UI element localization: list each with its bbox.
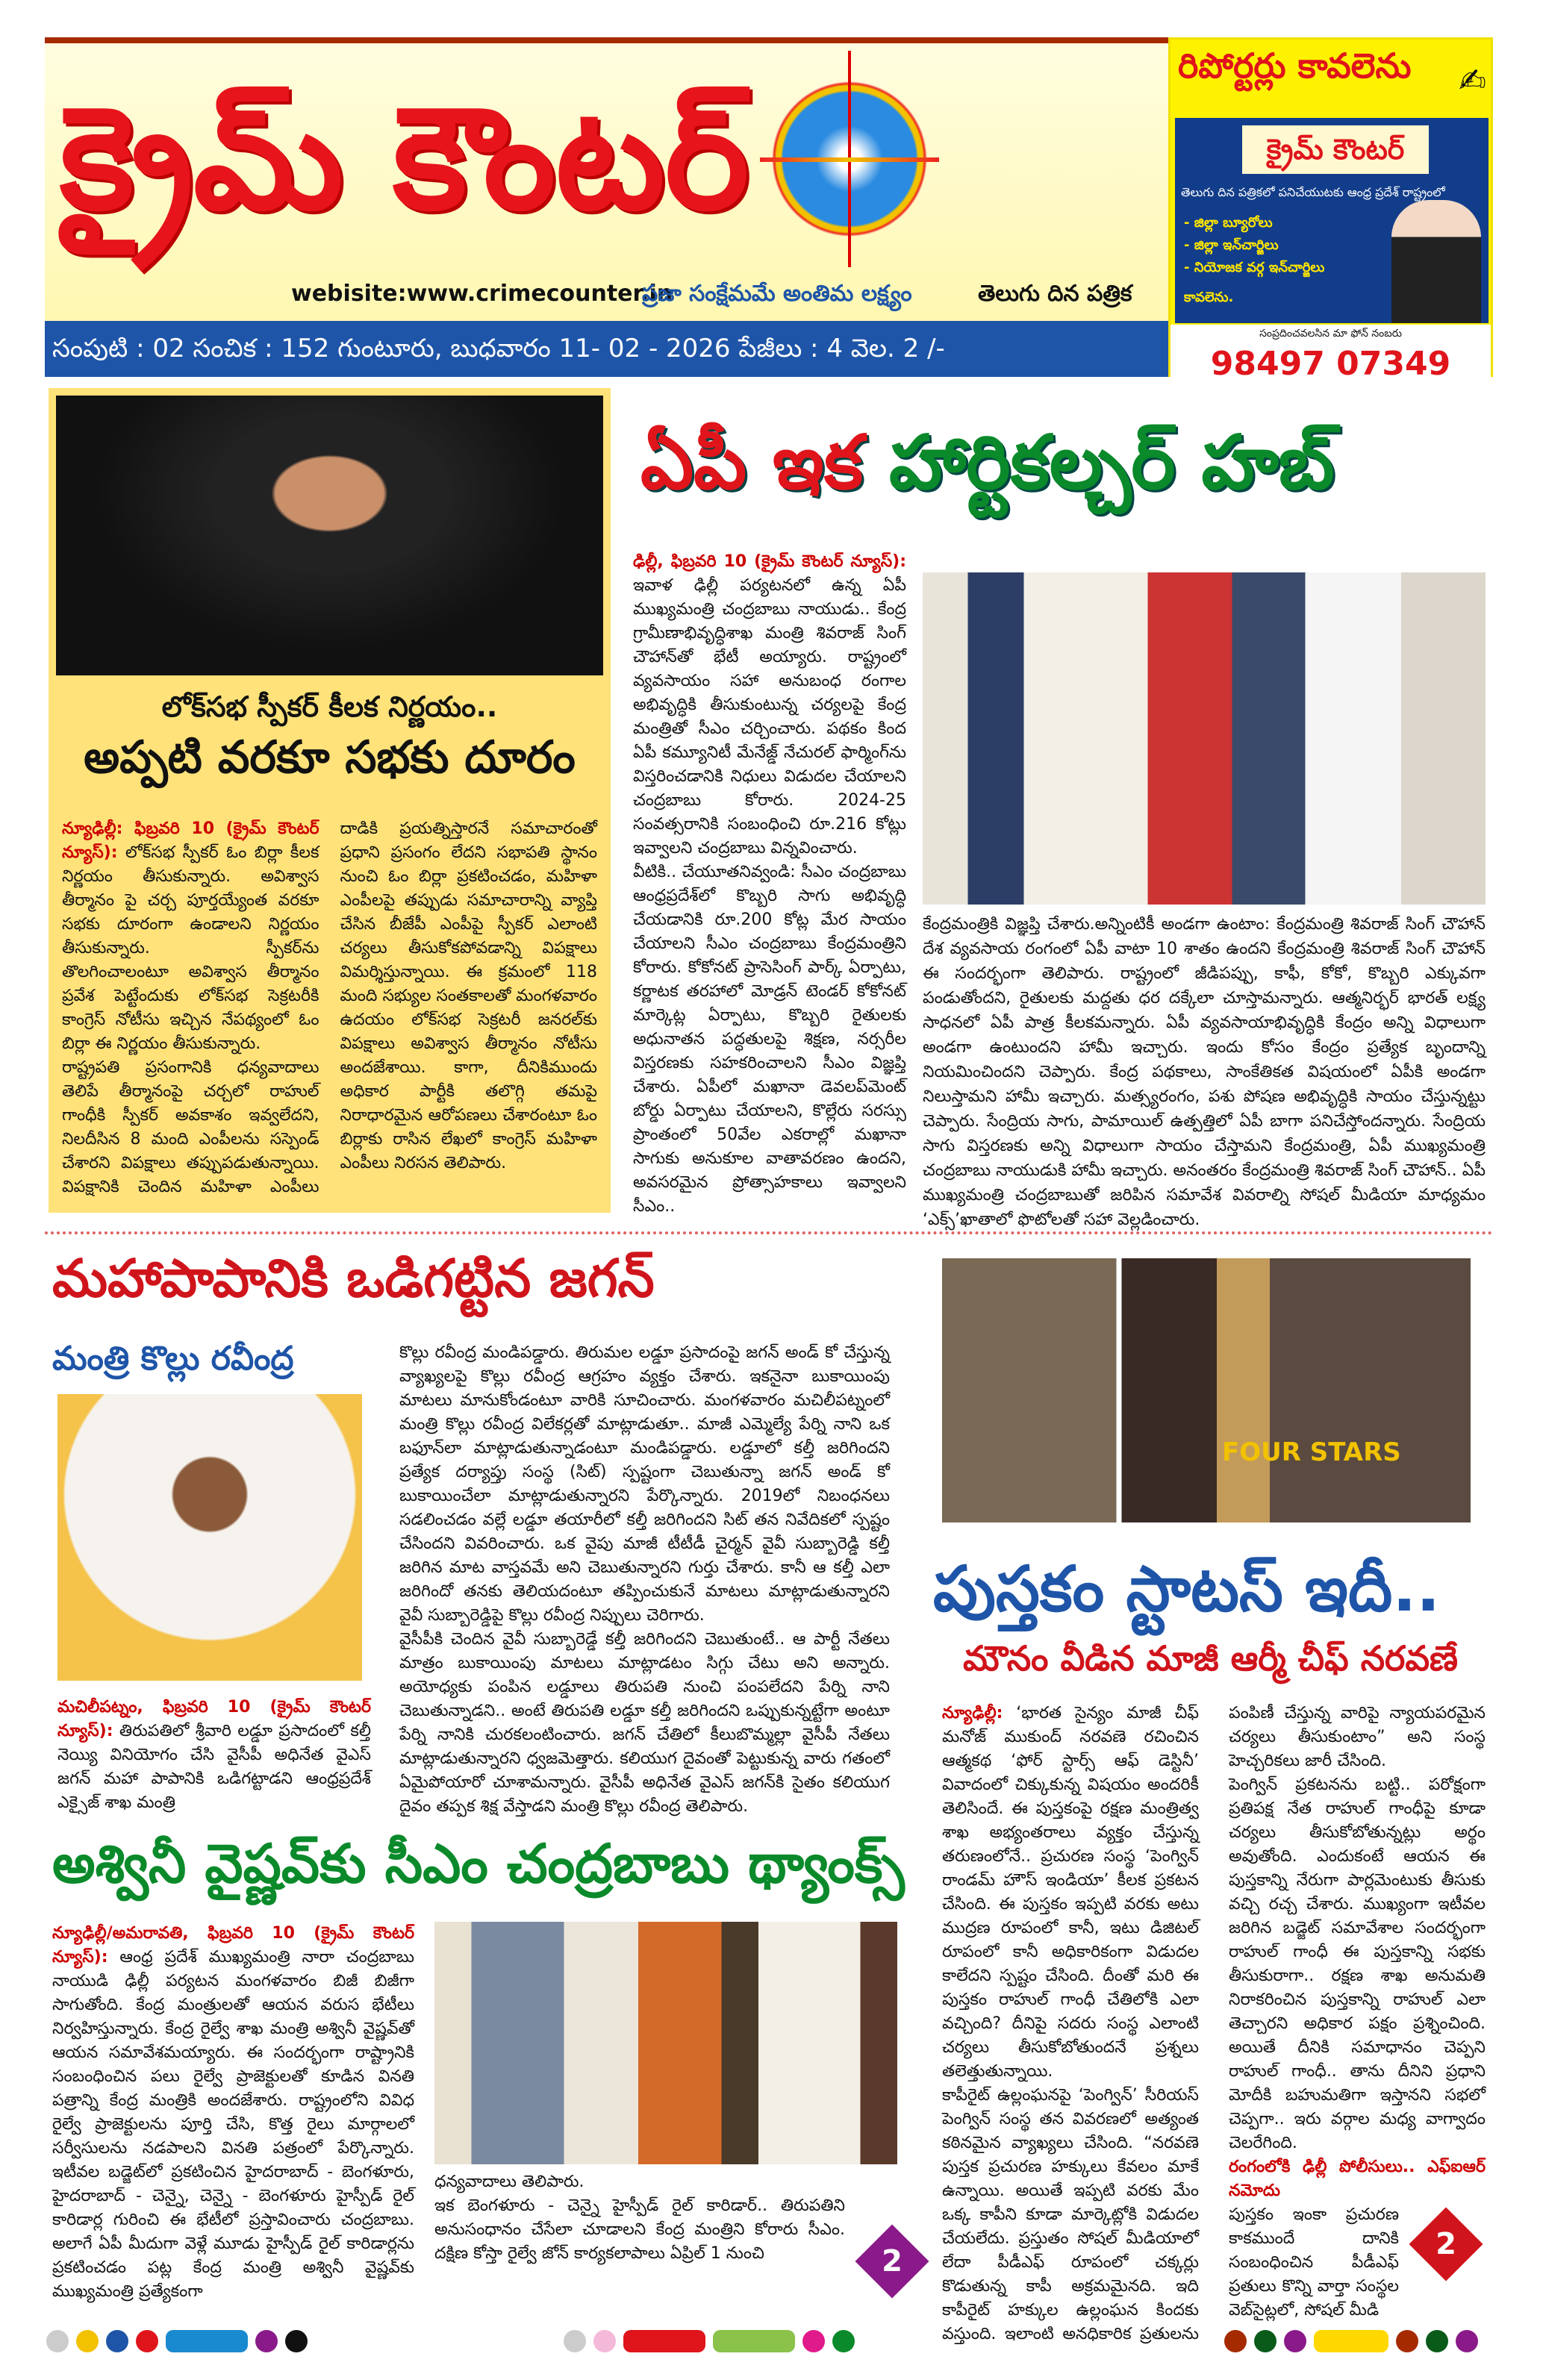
ad-panel: [1175, 118, 1489, 323]
issue-info-bar: సంపుటి : 02 సంచిక : 152 గుంటూరు, బుధవారం 11- 02 - 2026 పేజీలు : 4 వెల. 2 /-: [45, 321, 1168, 377]
inline-subhead: రంగంలోకి ఢిల్లీ పోలీసులు.. ఎఫ్ఐఆర్ నమోదు: [1229, 2158, 1486, 2200]
paragraph: రాష్ట్రపతి ప్రసంగానికి ధన్యవాదాలు తెలిపే తీర్మానంపై చర్చలో రాహుల్ గాంధీకి స్పీకర్ అవకాశం ఇవ్వలేదని, నిలదీసిన 8 మంది ఎంపీలను సస్పెండ్ చేశారని విపక్షాలు తప్పుపడుతున్నాయి. విపక్షానికి చెందిన మహిళా ఎంపీలు దాడికి ప్రయత్నిస్తారనే సమాచారంతో ప్రధాని ప్రసంగం లేదని సభాపతి స్థానం నుంచి ఓం బిర్లా ప్రకటించడం, మహిళా ఎంపీలపై తప్పుడు సమాచారాన్ని వ్యాప్తి చేసిన బీజేపీ ఎంపీపై స్పీకర్ ఎలాంటి చర్యలు తీసుకోకపోవడాన్ని విపక్షాలు విమర్శిస్తున్నాయి. ఈ క్రమంలో 118 మంది సభ్యుల సంతకాలతో మంగళవారం ఉదయం లోక్‌సభ సెక్రటరీ జనరల్‌కు విపక్షాలు అవిశ్వాస తీర్మానం నోటీసు అందజేశాయి. కాగా, దీనికిముందు అధికార పార్టీకి తలొగ్గి తమపై నిరాధారమైన ఆరోపణలు చేశారంటూ ఓం బిర్లాకు రాసిన లేఖలో కాంగ్రెస్ మహిళా ఎంపీలు నిరసన తెలిపారు.: [62, 819, 597, 1196]
dateline: న్యూఢిల్లీ: ఫిబ్రవరి 10 (క్రైమ్ కౌంటర్ న్యూస్):: [62, 819, 319, 862]
paragraph: తిరుపతిలో శ్రీవారి లడ్డూ ప్రసాదంలో కల్తీ నెయ్యి వినియోగం చేసి వైసీపీ అధినేత వైఎస్ జగన్ మహా పాపానికి ఒడిగట్టాడని ఆంధ్రప్రదేశ్ ఎక్సైజ్ శాఖ మంత్రి: [57, 1722, 371, 1812]
naravane-rahul-photo: [942, 1258, 1471, 1522]
speaker-photo: [56, 396, 603, 675]
paragraph: ఆంధ్ర ప్రదేశ్ ముఖ్యమంత్రి నారా చంద్రబాబు నాయుడి ఢిల్లీ పర్యటన మంగళవారం బిజీ బిజీగా సాగుతోంది. కేంద్ర మంత్రులతో ఆయన వరుస భేటీలు నిర్వహిస్తున్నారు. కేంద్ర రైల్వే శాఖ మంత్రి అశ్వినీ వైష్ణవ్‌తో ఆయన సమావేశమయ్యారు. ఈ సందర్భంగా రాష్ట్రానికి సంబంధించిన పలు రైల్వే ప్రాజెక్టులతో కూడిన వినతి పత్రాన్ని కేంద్ర మంత్రికి అందజేశారు. రాష్ట్రంలోని వివిధ రైల్వే ప్రాజెక్టులను పూర్తి చేసి, కొత్త రైలు మార్గాలలో సర్వీసులను నడపాలని వినతి పత్రంలో పేర్కొన్నారు. ఇటీవల బడ్జెట్‌లో ప్రకటించిన హైదరాబాద్ - బెంగళూరు, హైదరాబాద్ - చెన్నై, చెన్నై - బెంగళూరు హైస్పీడ్ రైల్ కారిడార్ల గురించి ఈ భేటీలో ప్రస్తావించారు చంద్రబాబు. అలాగే ఏపీ మీదుగా వెళ్లే మూడు హైస్పీడ్ రైల్ కారిడార్లను ప్రకటించడం పట్ల కేంద్ర మంత్రి అశ్వినీ వైష్ణవ్‌కు ముఖ్యమంత్రి ప్రత్యేకంగా: [52, 1948, 414, 2301]
ad-contact: [1171, 325, 1491, 383]
article-body: [942, 1702, 1486, 2346]
headline-part: హార్టికల్చర్ హబ్: [888, 419, 1335, 506]
ad-item: - జిల్లా ఇన్‌చార్జిలు: [1184, 237, 1279, 253]
ad-item: - జిల్లా బ్యూరోలు: [1184, 215, 1273, 231]
paragraph: పుస్తకం ఇంకా ప్రచురణ కాకముందే దానికి సంబంధించిన పీడీఎఫ్ ప్రతులు కొన్ని వార్తా సంస్థల వెబ్‌సైట్లలో, సోషల్ మీడి: [1229, 2205, 1399, 2320]
dateline: న్యూఢిల్లీ/అమరావతి, ఫిబ్రవరి 10 (క్రైమ్ కౌంటర్ న్యూస్):: [52, 1924, 414, 1967]
ad-model-photo: [1391, 200, 1481, 323]
dateline: మచిలీపట్నం, ఫిబ్రవరి 10 (క్రైమ్ కౌంటర్ న్యూస్):: [57, 1698, 371, 1740]
masthead: [45, 37, 1168, 377]
logo-group: [60, 43, 928, 275]
ad-title: రిపోర్టర్లు కావలెను: [1178, 46, 1412, 86]
dateline: న్యూఢిల్లీ:: [942, 1704, 1003, 1722]
article-headline: పుస్తకం స్టాటస్ ఇదీ..: [933, 1552, 1441, 1625]
article-horticulture-col: [633, 550, 906, 1219]
article-headline: మహాపాపానికి ఒడిగట్టిన జగన్: [52, 1248, 655, 1309]
phone-label: సంప్రదించవలసిన మా ఫోన్ నంబరు: [1171, 325, 1491, 345]
reporters-wanted-ad: [1168, 37, 1493, 383]
article-byline: మంత్రి కొల్లు రవీంద్ర: [52, 1340, 294, 1378]
article-headline: అప్పటి వరకూ సభకు దూరం: [84, 731, 576, 784]
article-tail: [1229, 2203, 1486, 2323]
article-body: [62, 817, 597, 1199]
website[interactable]: webisite:www.crimecounter.in: [291, 281, 673, 307]
article-body-cont: [434, 2170, 845, 2266]
paragraph: ఇక బెంగళూరు - చెన్నై హైస్పీడ్ రైల్ కారిడార్.. తిరుపతిని అనుసంధానం చేసేలా చూడాలని కేంద్ర మంత్రిని కోరారు సీఎం. దక్షిణ కోస్తా రైల్వే జోన్ కార్యకలాపాలు ఏప్రిల్ 1 నుంచి: [434, 2196, 845, 2263]
ad-logo: క్రైమ్ కౌంటర్: [1242, 125, 1429, 174]
color-registration-marks: [46, 2330, 308, 2352]
article-horticulture-wide: కేంద్రమంత్రికి విజ్ఞప్తి చేశారు.అన్నింటికీ అండగా ఉంటాం: కేంద్రమంత్రి శివరాజ్ సింగ్ చౌహాన్ దేశ వ్యవసాయ రంగంలో ఏపీ వాటా 10 శాతం ఉందని కేంద్రమంత్రి శివరాజ్ సింగ్ చౌహాన్ ఈ సందర్భంగా తెలిపారు. రాష్ట్రంలో జీడిపప్పు, కాఫీ, కోకో, కొబ్బరి ఎక్కువగా పండుతోందని, రైతులకు మద్దతు ధర దక్కేలా చూస్తామన్నారు. ఆత్మనిర్భర్ భారత్ లక్ష్య సాధనలో ఏపీ పాత్ర కీలకమన్నారు. ఏపీ వ్యవసాయాభివృద్ధికి కేంద్రం అన్ని విధాలుగా అండగా ఉంటుందని హామీ ఇచ్చారు. ఇందు కోసం కేంద్రం ప్రత్యేక బృందాన్ని నియమించిందని చెప్పారు. కేంద్ర పథకాలు, సాంకేతికత విషయంలో ఏపీకి అండగా నిలుస్తామని హామీ ఇచ్చారు. మత్స్యరంగం, పశు పోషణ అభివృద్ధికి సాయం చేస్తున్నట్టు చెప్పారు. సేంద్రియ సాగు, పామాయిల్ ఉత్పత్తిలో ఏపీ బాగా పనిచేస్తోందన్నారు. సేంద్రియ సాగు విస్తరణకు అన్ని విధాలుగా సాయం చేస్తామని కేంద్రమంత్రి, ఏపీ ముఖ్యమంత్రి చంద్రబాబు నాయుడుకి హామీ ఇచ్చారు. అనంతరం కేంద్రమంత్రి శివరాజ్ సింగ్ చౌహాన్.. ఏపీ ముఖ్యమంత్రి చంద్రబాబుతో జరిపిన సమావేశ వివరాల్ని సోషల్ మీడియా మాధ్యమం ‘ఎక్స్’ఖాతాలో ఫొటోలతో సహా వెల్లడించారు.: [923, 915, 1486, 1229]
paragraph: కొల్లు రవీంద్ర మండిపడ్డారు. తిరుమల లడ్డూ ప్రసాదంపై జగన్ అండ్ కో చేస్తున్న వ్యాఖ్యలపై కొల్లు రవీంద్ర ఆగ్రహం వ్యక్తం చేశారు. ఇకనైనా బుకాయింపు మాటలు మానుకోండంటూ వారికి సూచించారు. మంగళవారం మచిలీపట్నంలో మంత్రి కొల్లు రవీంద్ర విలేకర్లతో మాట్లాడుతూ.. మాజీ ఎమ్మెల్యే పేర్ని నాని ఒక బఫూన్‌లా మాట్లాడుతున్నాడంటూ మండిపడ్డారు. లడ్డూలో కల్తీ జరిగిందని ప్రత్యేక దర్యాప్తు సంస్థ (సిట్) స్పష్టంగా చెబుతున్నా జగన్ అండ్ కో బుకాయించేలా మాట్లాడుతున్నారని పేర్కొన్నారు. 2019లో నిబంధనలు సడలించడం వల్లే లడ్డూ తయారీలో కల్తీ జరిగిందని సిట్ తన నివేదికలో స్పష్టం చేసిందని వివరించారు. ఒక వైపు మాజీ టీటీడీ చైర్మన్ వైవీ సుబ్బారెడ్డి కల్తీ జరిగిన మాట వాస్తవమే అని చెబుతున్నారని గుర్తు చేశారు. కానీ ఆ కల్తీ ఎలా జరిగిందో తనకు తెలియదంటూ తప్పించుకునే మాటలు మాట్లాడుతున్నారని వైవీ సుబ్బారెడ్డిపై కొల్లు రవీంద్ర నిప్పులు చెరిగారు.: [399, 1343, 890, 1625]
color-registration-marks: [1224, 2330, 1478, 2352]
article-intro: [57, 1696, 371, 1815]
color-registration-marks: [564, 2330, 855, 2352]
headline-part: ఏపీ ఇక: [640, 419, 889, 506]
ad-intro: తెలుగు దిన పత్రికలో పనిచేయుటకు ఆంధ్ర ప్రదేశ్ రాష్ట్రంలో: [1181, 185, 1445, 199]
paragraph: వైసీపీకి చెందిన వైవీ సుబ్బారెడ్డే కల్తీ జరిగిందని చెబుతుంటే.. ఆ పార్టీ నేతలు మాత్రం బుకాయింపు మాటలు మాట్లాడటం సిగ్గు చేటు అని అన్నారు. అయోధ్యకు పంపిన లడ్డూలు తిరుపతి నుంచి పంపలేదని పేర్ని నాని చెబుతున్నాడని.. అంటే తిరుపతి లడ్డూ కల్తీ జరిగిందని ఒప్పుకున్నట్టేగా అంటూ పేర్ని నానికి చురకలంటించారు. జగన్ చేతిలో కీలుబొమ్మల్లా వైసీపీ నేతలు మాట్లాడుతున్నారని ధ్వజమెత్తారు. కలియుగ దైవంతో పెట్టుకున్న వారు గతంలో ఏమైపోయారో చూశామన్నారు. వైసీపీ అధినేత వైఎస్ జగన్‌కి సైతం కలియుగ దైవం తప్పక శిక్ష వేస్తాడని మంత్రి కొల్లు రవీంద్ర తెలిపారు.: [399, 1630, 890, 1816]
paragraph: వీటికి.. చేయూతనివ్వండి: సీఎం చంద్రబాబు ఆంధ్రప్రదేశ్‌లో కొబ్బరి సాగు అభివృద్ధి చేయడానికి రూ.200 కోట్ల మేర సాయం చేయాలని సీఎం చంద్రబాబు కేంద్రమంత్రిని కోరారు. కోకోనట్ ప్రాసెసింగ్ పార్క్ ఏర్పాటు, కర్ణాటక తరహాలో మోడ్రన్ టెండర్ కోకోనట్ మార్కెట్ల ఏర్పాటు, కొబ్బరి రైతులకు అధునాతన పద్ధతులపై శిక్షణ, నర్సరీల విస్తరణకు సహకరించాలని సీఎం విజ్ఞప్తి చేశారు. ఏపీలో మఖానా డెవలప్‌మెంట్ బోర్డు ఏర్పాటు చేయాలని, కొల్లేరు సరస్సు ప్రాంతంలో 50వేల ఎకరాల్లో మఖానా సాగుకు అనుకూల వాతావరణం ఉందని, అవసరమైన ప్రోత్సాహకాలు ఇవ్వాలని సీఎం..: [633, 863, 906, 1216]
cm-meeting-photo: [923, 572, 1486, 905]
continued-badge[interactable]: 2: [1409, 2208, 1483, 2281]
continued-badge[interactable]: 2: [855, 2225, 929, 2299]
slogan: ప్రజా సంక్షేమమే అంతిమ లక్ష్యం: [642, 281, 912, 307]
article-lok-sabha: [49, 388, 611, 1213]
paragraph: కాపీరైట్ ఉల్లంఘనపై ‘పెంగ్విన్’ సీరియస్ పెంగ్విన్ సంస్థ తన వివరణలో అత్యంత కఠినమైన వ్యాఖ్యలు చేసింది. “నరవణె పుస్తక ప్రచురణ హక్కులు కేవలం మాకే ఉన్నాయి. అయితే ఇప్పటి వరకు మేం ఒక్క కాపీని కూడా మార్కెట్లోకి విడుదల చేయలేదు. ప్రస్తుతం సోషల్ మీడియాలో లేదా పీడీఎఫ్ రూపంలో చక్కర్లు కొడుతున్న కాపీ అక్రమమైనది. ఇది కాపీరైట్ హక్కుల ఉల్లంఘన కిందకు వస్తుంది. ఇలాంటి అనధికారిక ప్రతులను పంపిణీ చేస్తున్న వారిపై న్యాయపరమైన చర్యలు తీసుకుంటాం” అని సంస్థ హెచ్చరికలు జారీ చేసింది.: [942, 1704, 1486, 2343]
article-body: [52, 1922, 414, 2304]
main-headline: [640, 403, 1335, 522]
book-cover-text: FOUR STARS: [1222, 1437, 1401, 1467]
article-subhead: మౌనం వీడిన మాజీ ఆర్మీ చీఫ్ నరవణే: [963, 1638, 1459, 1678]
paragraph: పెంగ్విన్ ప్రకటనను బట్టి.. పరోక్షంగా ప్రతిపక్ష నేత రాహుల్ గాంధీపై కూడా చర్యలు తీసుకోబోతున్నట్లు అర్థం అవుతోంది. ఎందుకంటే ఆయన ఈ పుస్తకాన్ని నేరుగా పార్లమెంటుకు తీసుకు వచ్చి రచ్చ చేశారు. ముఖ్యంగా ఇటీవల జరిగిన బడ్జెట్ సమావేశాల సందర్భంగా రాహుల్ గాంధీ ఈ పుస్తకాన్ని సభకు తీసుకురాగా.. రక్షణ శాఖ అనుమతి నిరాకరించిన పుస్తకాన్ని రాహుల్ ఎలా తెచ్చారని అధికార పక్షం ప్రశ్నించింది. అయితే దీనికి సమాధానం చెప్పని రాహుల్ గాంధీ.. తాను దీనిని ప్రధాని మోదీకి బహుమతిగా ఇస్తానని సభలో చెప్పగా.. ఇరు వర్గాల మధ్య వాగ్వాదం చెలరేగింది.: [1229, 1775, 1486, 2152]
dateline: ఢిల్లీ, ఫిబ్రవరి 10 (క్రైమ్ కౌంటర్ న్యూస్):: [633, 552, 906, 571]
paragraph: ‘భారత సైన్యం మాజీ చీఫ్ మనోజ్ ముకుంద్ నరవణె రచించిన ఆత్మకథ ‘ఫోర్ స్టార్స్ ఆఫ్ డెస్టినీ’ వివాదంలో చిక్కుకున్న విషయం అందరికీ తెలిసిందే. ఈ పుస్తకంపై రక్షణ మంత్రిత్వ శాఖ అభ్యంతరాలు వ్యక్తం చేస్తున్న తరుణంలోనే.. ప్రచురణ సంస్థ ‘పెంగ్విన్ రాండమ్ హౌస్ ఇండియా’ కీలక ప్రకటన చేసింది. ఈ పుస్తకం ఇప్పటి వరకు అటు ముద్రణ రూపంలో కానీ, ఇటు డిజిటల్ రూపంలో కానీ అధికారికంగా విడుదల కాలేదని స్పష్టం చేసింది. దీంతో మరి ఈ పుస్తకం రాహుల్ గాంధీ చేతిలోకి ఎలా వచ్చింది? దీనిపై సదరు సంస్థ ఎలాంటి చర్యలు తీసుకోబోతుందనే ప్రశ్నలు తలెత్తుతున్నాయి.: [942, 1704, 1199, 2081]
article-kicker: లోక్‌సభ స్పీకర్ కీలక నిర్ణయం..: [161, 690, 498, 723]
article-body: [399, 1341, 890, 1819]
newspaper-logo: క్రైమ్ కౌంటర్: [60, 76, 749, 241]
article-headline: అశ్వినీ వైష్ణవ్‌కు సీఎం చంద్రబాబు థ్యాంక్స్: [52, 1832, 905, 1895]
cm-railway-minister-photo: [434, 1922, 897, 2164]
globe-emblem-icon: [771, 81, 928, 237]
ad-item: కావలెను.: [1184, 290, 1234, 305]
ad-item: - నియోజక వర్గ ఇన్‌చార్జిలు: [1184, 260, 1325, 275]
paragraph: ఇవాళ ఢిల్లీ పర్యటనలో ఉన్న ఏపీ ముఖ్యమంత్రి చంద్రబాబు నాయుడు.. కేంద్ర గ్రామీణాభివృద్ధిశాఖ మంత్రి శివరాజ్ సింగ్ చౌహాన్‌తో భేటీ అయ్యారు. రాష్ట్రంలో వ్యవసాయం సహా అనుబంధ రంగాల అభివృద్ధికి తీసుకుంటున్న చర్యలపై కేంద్ర మంత్రితో సీఎం చర్చించారు. పథకం కింద ఏపీ కమ్యూనిటీ మేనేజ్డ్ నేచురల్ ఫార్మింగ్‌ను విస్తరించడానికి నిధులు విడుదల చేయాలని చంద్రబాబు కోరారు. 2024-25 సంవత్సరానికి సంబంధించి రూ.216 కోట్లు ఇవ్వాలని చంద్రబాబు విన్నవించారు.: [633, 576, 906, 858]
paper-type: తెలుగు దిన పత్రిక: [978, 281, 1132, 307]
writing-hand-icon: ✍: [1459, 62, 1486, 100]
paragraph: లోక్‌సభ స్పీకర్ ఓం బిర్లా కీలక నిర్ణయం తీసుకున్నారు. అవిశ్వాస తీర్మానం పై చర్చ పూర్తయ్యేంత వరకూ సభకు దూరంగా ఉండాలని నిర్ణయం తీసుకున్నారు. స్పీకర్‌ను తొలగించాలంటూ అవిశ్వాస తీర్మానం ప్రవేశ పెట్టేందుకు లోక్‌సభ సెక్రటరీకి కాంగ్రెస్ నోటీసు ఇచ్చిన నేపథ్యంలో ఓం బిర్లా ఈ నిర్ణయం తీసుకున్నారు.: [62, 843, 319, 1053]
paragraph: ధన్యవాదాలు తెలిపారు.: [434, 2173, 585, 2191]
phone-number[interactable]: 98497 07349: [1171, 345, 1491, 383]
section-divider: [45, 1231, 1493, 1234]
minister-photo: [57, 1394, 362, 1681]
